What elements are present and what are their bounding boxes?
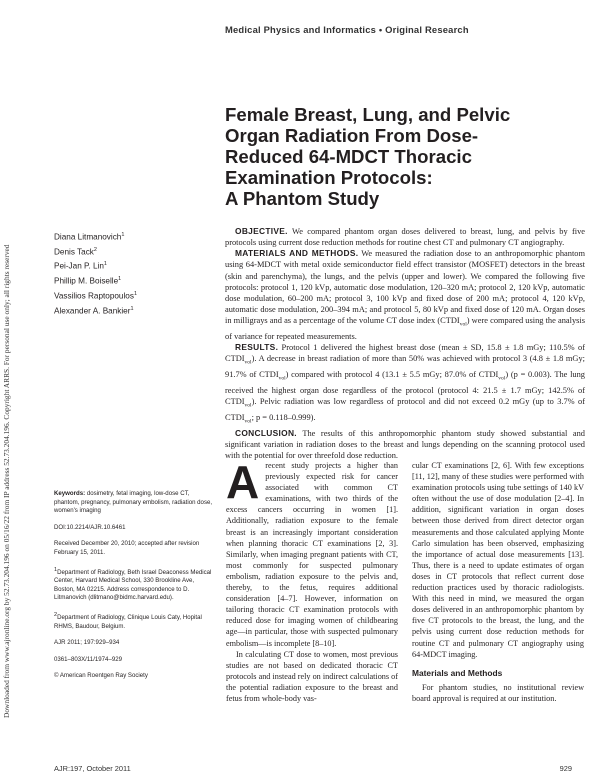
received-dates: Received December 20, 2010; accepted after revision February 15, 2011. [54, 540, 200, 556]
author-item [54, 288, 224, 303]
article-metadata [54, 490, 216, 689]
paragraph-text: recent study projects a higher than previously expected risk for cancer associated with common CT examinations, with two thirds of the excess cancers occurring in women [1]. Additionally, radiation exposure to the female breast is an increasingly important consideration when planning thoracic CT examinations [2, 3]. Similarly, when imaging pregnant patients with CT, most commonly for suspected pulmonary embolism, radiation exposure to the pelvis and, thereby, to the fetus, requires additional consideration [4–7]. However, information on tailoring thoracic CT examination protocols with reduced dose for imaging women of childbearing age—in particular, those with suspected pulmonary embolism—is incomplete [8–10]. [226, 461, 398, 648]
ctdi-subscript: vol [278, 375, 286, 382]
results-text: ). A decrease in breast radiation of more than 50% was achieved with protocol 3 (4.8 ± 1.8 mGy; 91.7% of CTDI [225, 354, 585, 380]
author-item [54, 273, 224, 288]
author-affiliation: 1 [118, 276, 122, 283]
article-title [225, 104, 585, 209]
body-paragraph: cular CT examinations [2, 6]. With few exceptions [11, 12], many of these studies were performed with examination protocols using tube settings of 140 kV often without the use of dose modulation [2–4]. In addition, significant variation in organ doses between those derived from direct detector organ measurements and those calculated applying Monte Carlo simulation has been observed, emphasizing the importance of actual dose measurements [13]. Thus, there is a need to update estimates of organ doses in CT protocols that reflect current dose reduction practices used by thoracic radiologists. With this need in mind, we measured the organ doses delivered in an anthropomorphic phantom by five CT protocols to the breast, the lung, and the pelvis using current dose reduction methods for routine CT and pulmonary CT angiography using 64-MDCT imaging. [412, 461, 584, 659]
title-line: Examination Protocols: [225, 167, 433, 188]
methods-heading: MATERIALS AND METHODS. [235, 248, 359, 259]
download-watermark-strip [1, 122, 13, 718]
methods-text-tail: ) were compared using the analysis of variance for repeated measurements. [225, 316, 585, 342]
download-watermark-text: Downloaded from www.ajronline.org by 52.73.204.196 on 05/16/22 from IP address 52.73.204.196. Copyright ARRS. For personal use only; all rights reserved [2, 244, 11, 718]
conclusion-heading: CONCLUSION. [235, 427, 297, 438]
methods-text: We measured the radiation dose to an anthropomorphic phantom using 64-MDCT with metal oxide semiconductor field effect transistor (MOSFET) detectors in the breast (skin and parenchyma), the lungs, and the pelvis (upper and lower). We compared the following five protocols: protocol 1, 120 kVp, automatic dose modulation, 120–320 mA; protocol 2, 120 kVp, automatic dose modulation, 60–200 mA; protocol 3, 100 kVp and fixed dose of 200 mA; protocol 4, 120 kVp, automatic dose modulation, 200–394 mA; and protocol 5, 80 kVp and fixed dose of 120 mA. Organ doses in milligrays and as a percentage of the volume CT dose index (CTDI [225, 249, 585, 326]
copyright: © American Roentgen Ray Society [54, 672, 148, 680]
author-item [54, 258, 224, 273]
author-list [54, 229, 224, 317]
issn: 0361–803X/11/1974–929 [54, 655, 123, 663]
author-name: Pei-Jan P. Lin [54, 262, 104, 272]
body-paragraph: In calculating CT dose to women, most previous studies are not based on dedicated thoracic CT protocols and instead rely on indirect calculations of the potential radiation exposure to the breast and fetus from whole-body vas- [226, 649, 398, 703]
author-name: Phillip M. Boiselle [54, 276, 119, 286]
author-affiliation: 1 [133, 290, 138, 297]
title-line: Female Breast, Lung, and Pelvic [225, 104, 511, 125]
ctdi-subscript: vol [498, 375, 506, 382]
title-line: A Phantom Study [225, 188, 380, 209]
results-text: ). Pelvic radiation was low regardless of protocol and did not exceed 0.2 mGy (up to 3.7% of CTDI [225, 397, 585, 423]
affiliation-text: Department of Radiology, Beth Israel Deaconess Medical Center, Harvard Medical School, 330 Brookline Ave, Boston, MA 02215. Address correspondence to D. Litmanovich (dlitmano@bidmc.harvard.edu). [54, 568, 212, 602]
results-text: ) (p = 0.003). The lung received the highest organ dose regardless of the protocol (protocol 4: 21.5 ± 1.7 mGy; 142.5% of CTDI [225, 370, 585, 407]
results-text: Protocol 1 delivered the highest breast dose (mean ± SD, 15.8 ± 1.8 mGy; 110.5% of CTDI [225, 343, 585, 364]
keywords-text: dosimetry, fetal imaging, low-dose CT, phantom, pregnancy, pulmonary embolism, radiation dose, women's imaging [54, 490, 213, 515]
keywords [54, 490, 216, 516]
ctdi-subscript: vol [244, 402, 252, 409]
abstract-conclusion [225, 428, 585, 461]
author-affiliation: 1 [130, 305, 134, 312]
keywords-label: Keywords: [54, 490, 86, 497]
affiliation-2 [54, 611, 216, 631]
author-name: Alexander A. Bankier [54, 306, 131, 316]
abstract-results [225, 342, 585, 428]
author-item [54, 244, 224, 259]
page-number: 929 [559, 764, 572, 773]
author-affiliation: 2 [93, 246, 97, 253]
author-affiliation: 1 [121, 232, 125, 238]
author-affiliation: 1 [103, 261, 107, 268]
body-column-2 [412, 460, 584, 704]
ctdi-subscript: vol [244, 418, 252, 425]
section-heading: Materials and Methods [412, 667, 503, 678]
title-line: Reduced 64-MDCT Thoracic [225, 146, 472, 167]
ctdi-subscript: vol [459, 321, 467, 328]
title-line: Organ Radiation From Dose- [225, 125, 479, 146]
author-name: Diana Litmanovich [54, 232, 122, 242]
body-column-1 [226, 456, 398, 704]
conclusion-text: The results of this anthropomorphic phantom study showed substantial and significant variation in radiation doses to the breast and lungs depending on the scanning protocol used with the potential for over threefold dose reduction. [225, 428, 585, 461]
doi: DOI:10.2214/AJR.10.6461 [54, 523, 126, 531]
drop-cap: A [226, 456, 260, 508]
objective-text: We compared phantom organ doses delivered to breast, lung, and pelvis by five protocols using current dose reduction methods for routine chest CT and pulmonary CT angiography. [225, 227, 585, 248]
affiliation-number: 2 [54, 611, 58, 618]
abstract-objective [225, 226, 585, 248]
ctdi-subscript: vol [244, 360, 252, 367]
affiliation-number: 1 [54, 566, 58, 573]
citation: AJR 2011; 197:929–934 [54, 639, 120, 647]
results-heading: RESULTS. [235, 342, 279, 353]
author-item [54, 303, 224, 318]
footer-journal: AJR:197, October 2011 [54, 764, 131, 773]
intro-paragraph [226, 456, 398, 649]
abstract-methods [225, 248, 585, 342]
affiliation-text: Department of Radiology, Clinique Louis Caty, Hopital RHMS, Baudour, Belgium. [54, 614, 202, 630]
body-paragraph: For phantom studies, no institutional review board approval is required at our institution. [412, 682, 584, 703]
section-header: Medical Physics and Informatics • Original Research [225, 24, 469, 35]
results-text: ) compared with protocol 4 (13.1 ± 5.5 mGy; 87.0% of CTDI [285, 370, 499, 380]
abstract [225, 226, 585, 461]
author-name: Vassilios Raptopoulos [54, 291, 134, 301]
results-text: ; p = 0.118–0.999). [251, 413, 316, 423]
author-name: Denis Tack [54, 247, 94, 257]
affiliation-1 [54, 566, 216, 603]
author-item [54, 229, 224, 244]
objective-heading: OBJECTIVE. [235, 226, 288, 236]
